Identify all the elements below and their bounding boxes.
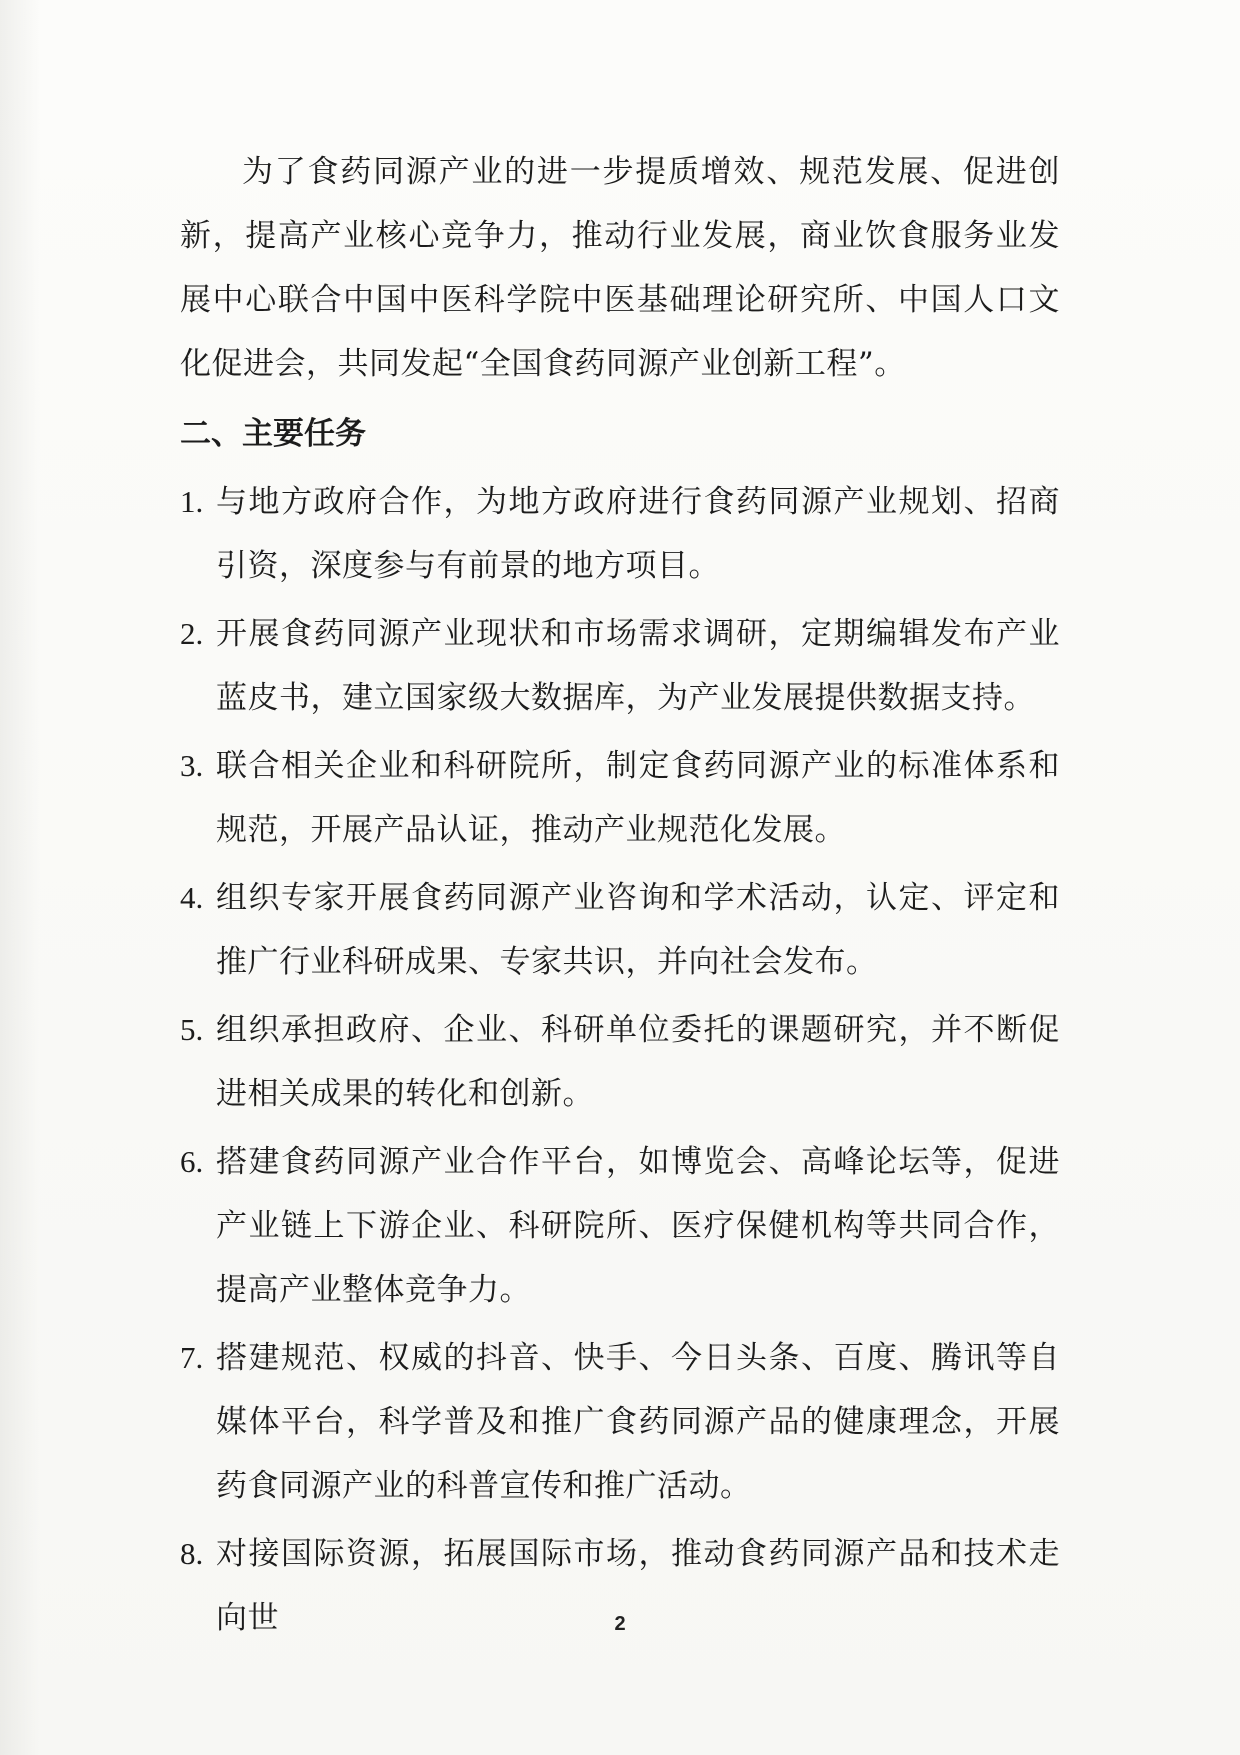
list-item-text: 与地方政府合作，为地方政府进行食药同源产业规划、招商引资，深度参与有前景的地方项目。 [216,484,1060,584]
list-item [180,470,1060,598]
list-item-number: 3. [180,748,204,783]
list-item-number: 6. [180,1144,204,1179]
section-heading: 二、主要任务 [180,416,366,452]
intro-paragraph: 为了食药同源产业的进一步提质增效、规范发展、促进创新，提高产业核心竞争力，推动行业发展，商业饮食服务业发展中心联合中国中医科学院中医基础理论研究所、中国人口文化促进会，共同发起“全国食药同源产业创新工程”。 [180,154,1060,382]
document-body [180,140,1060,1650]
list-item [180,1326,1060,1518]
list-item [180,998,1060,1126]
task-list [180,470,1060,1650]
list-item-number: 5. [180,1012,204,1047]
list-item [180,602,1060,730]
list-item-text: 搭建规范、权威的抖音、快手、今日头条、百度、腾讯等自媒体平台，科学普及和推广食药同源产品的健康理念，开展药食同源产业的科普宣传和推广活动。 [216,1340,1060,1504]
list-item-number: 1. [180,484,204,519]
list-item-number: 4. [180,880,204,915]
list-item-number: 7. [180,1340,204,1375]
list-item-number: 8. [180,1536,204,1571]
list-item [180,866,1060,994]
page-number: 2 [614,1613,626,1635]
list-item-text: 组织专家开展食药同源产业咨询和学术活动，认定、评定和推广行业科研成果、专家共识，并向社会发布。 [216,880,1060,980]
list-item-number: 2. [180,616,204,651]
scan-edge-shadow [0,0,40,1755]
list-item [180,1130,1060,1322]
list-item-text: 联合相关企业和科研院所，制定食药同源产业的标准体系和规范，开展产品认证，推动产业规范化发展。 [216,748,1060,848]
list-item [180,734,1060,862]
list-item-text: 开展食药同源产业现状和市场需求调研，定期编辑发布产业蓝皮书，建立国家级大数据库，为产业发展提供数据支持。 [216,616,1060,716]
list-item-text: 对接国际资源，拓展国际市场，推动食药同源产品和技术走向世 [216,1536,1060,1636]
list-item-text: 搭建食药同源产业合作平台，如博览会、高峰论坛等，促进产业链上下游企业、科研院所、医疗保健机构等共同合作，提高产业整体竞争力。 [216,1144,1060,1308]
list-item-text: 组织承担政府、企业、科研单位委托的课题研究，并不断促进相关成果的转化和创新。 [216,1012,1060,1112]
